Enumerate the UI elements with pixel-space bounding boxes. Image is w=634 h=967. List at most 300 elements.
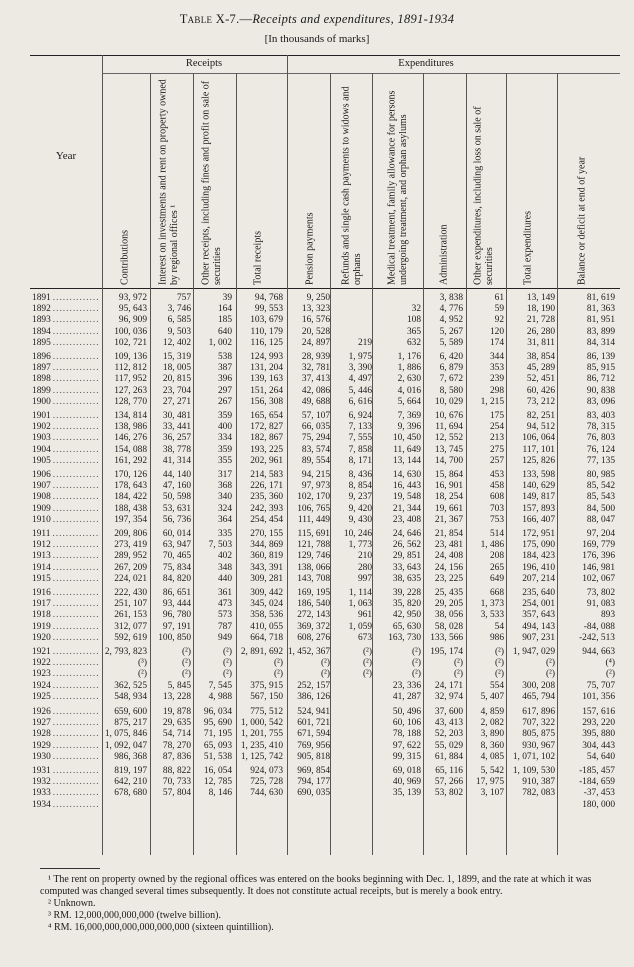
cell-other-receipts: 1, 002 [208,337,232,348]
cell-pension-payments: 1, 452, 367 [287,647,330,657]
cell-medical: 69, 018 [392,766,421,776]
cell-contributions: 986, 368 [114,751,147,762]
cell-total-expenditures: 1, 947, 029 [512,647,555,657]
cell-medical: (²) [411,658,421,669]
cell-administration: 21, 367 [434,514,463,525]
cell-other-expenditures: 17, 975 [475,777,504,788]
cell-total-receipts: 344, 869 [250,540,283,551]
cell-medical: 108 [406,315,421,326]
cell-other-receipts: 355 [217,455,232,466]
cell-administration: 58, 028 [434,621,463,632]
cell-total-receipts: 924, 073 [250,766,283,776]
cell-other-receipts: 787 [217,621,232,632]
year-group [30,529,620,585]
cell-administration: (²) [453,658,463,669]
cell-interest: 12, 402 [162,337,191,348]
cell-pension-payments: 102, 170 [297,492,330,503]
cell-contributions: 127, 263 [114,385,147,396]
cell-administration: 14, 700 [434,455,463,466]
table-row [30,692,620,703]
cell-administration: 8, 580 [439,385,463,396]
cell-refunds: 7, 858 [348,444,372,455]
cell-administration: 38, 056 [434,610,463,621]
year-cell: 1907 ..... [32,481,100,492]
cell-total-expenditures: 133, 598 [522,470,555,480]
cell-total-receipts: 110, 179 [250,326,283,337]
cell-administration: 3, 838 [439,293,463,303]
cell-medical: 38, 635 [392,573,421,584]
cell-total-expenditures: 907, 231 [522,632,555,643]
cell-balance: (²) [605,669,615,680]
receipts-group-header: Receipts [185,58,223,69]
cell-total-expenditures: 254, 001 [522,599,555,610]
cell-pension-payments: 601, 721 [297,718,330,729]
cell-other-receipts: 95, 690 [203,718,232,729]
cell-other-receipts: 7, 545 [208,680,232,691]
year-header: Year [55,150,77,162]
cell-balance: 85, 542 [586,481,615,492]
cell-other-expenditures: 120 [489,326,504,337]
table-row [30,492,620,503]
cell-other-receipts: 400 [217,422,232,433]
cell-contributions: 128, 770 [114,396,147,407]
year-cell: 1898 ..... [32,374,100,385]
cell-interest: 18, 005 [162,363,191,374]
cell-contributions: 592, 619 [114,632,147,643]
cell-balance: 146, 981 [582,562,615,573]
cell-interest: 50, 598 [162,492,191,503]
cell-total-expenditures: 930, 967 [522,740,555,751]
cell-administration: 13, 745 [434,444,463,455]
cell-total-receipts: 103, 679 [250,315,283,326]
table-row [30,422,620,433]
cell-contributions: 188, 438 [114,503,147,514]
table-row [30,718,620,729]
table-row [30,540,620,551]
cell-other-expenditures: 5, 407 [480,691,504,702]
table-row [30,411,620,422]
cell-administration: 16, 901 [434,481,463,492]
cell-other-receipts: 949 [217,632,232,643]
year-cell: 1929 ..... [32,741,100,752]
cell-total-expenditures: 196, 410 [522,562,555,573]
cell-contributions: (²) [137,669,147,680]
table-row [30,504,620,515]
table-row [30,729,620,740]
cell-total-expenditures: 357, 643 [522,610,555,621]
cell-total-receipts: 410, 055 [250,621,283,632]
cell-other-receipts: 4, 988 [208,691,232,702]
cell-pension-payments: 969, 854 [297,766,330,776]
cell-interest: 75, 834 [162,562,191,573]
cell-medical: 40, 969 [392,777,421,788]
year-cell: 1924 ..... [32,681,100,692]
table-row [30,633,620,644]
cell-pension-payments: 524, 941 [297,707,330,717]
cell-administration: 21, 854 [434,529,463,539]
cell-medical: 33, 643 [392,562,421,573]
cell-other-expenditures: 8, 360 [480,740,504,751]
cell-contributions: 362, 525 [114,680,147,691]
cell-total-expenditures: (²) [545,669,555,680]
cell-refunds: (²) [362,647,372,657]
cell-total-receipts: 270, 155 [250,529,283,539]
cell-other-expenditures: 4, 085 [480,751,504,762]
cell-administration: 55, 029 [434,740,463,751]
table-row [30,707,620,718]
table-label: Table X-7. [179,12,240,26]
cell-total-receipts: 2, 891, 692 [240,647,283,657]
year-cell: 1914 ..... [32,563,100,574]
cell-other-receipts: 8, 146 [208,788,232,799]
year-cell: 1930 ..... [32,752,100,763]
year-group [30,588,620,644]
year-group [30,352,620,408]
cell-total-receipts: 664, 718 [250,632,283,643]
cell-administration: 37, 600 [434,707,463,717]
cell-pension-payments: 115, 691 [297,529,330,539]
cell-other-expenditures: 5, 542 [480,766,504,776]
table-row [30,327,620,338]
cell-total-receipts: 124, 993 [250,352,283,362]
cell-total-receipts: 94, 768 [254,293,283,303]
cell-administration: 12, 552 [434,433,463,444]
cell-total-expenditures: 175, 090 [522,540,555,551]
cell-medical: 35, 139 [392,788,421,799]
cell-total-receipts: 151, 264 [250,385,283,396]
cell-total-receipts: 309, 281 [250,573,283,584]
cell-medical: 39, 228 [392,588,421,598]
cell-contributions: 2, 793, 823 [104,647,147,657]
cell-medical: 32 [411,304,421,315]
cell-administration: 7, 672 [439,374,463,385]
year-cell: 1920 ..... [32,633,100,644]
cell-total-receipts: 235, 360 [250,492,283,503]
cell-administration: 24, 156 [434,562,463,573]
cell-interest: 9, 503 [167,326,191,337]
cell-other-receipts: 359 [217,411,232,421]
cell-other-expenditures: 254 [489,422,504,433]
cell-refunds: 8, 854 [348,481,372,492]
cell-administration: (²) [453,669,463,680]
cell-contributions: 134, 814 [114,411,147,421]
year-cell: 1933 ..... [32,788,100,799]
table-row [30,551,620,562]
table-row [30,788,620,799]
cell-other-expenditures: 514 [489,529,504,539]
cell-medical: 35, 820 [392,599,421,610]
cell-other-receipts: 402 [217,551,232,562]
cell-other-receipts: 334 [217,433,232,444]
year-group [30,707,620,763]
cell-interest: 56, 736 [162,514,191,525]
cell-balance: 91, 083 [586,599,615,610]
footnote-2: ² Unknown. [48,898,96,909]
cell-total-expenditures: 31, 811 [527,337,555,348]
year-cell: 1899 ..... [32,386,100,397]
cell-interest: 63, 947 [162,540,191,551]
cell-contributions: 678, 680 [114,788,147,799]
group-rule [102,73,620,74]
cell-pension-payments: 94, 215 [301,470,330,480]
cell-administration: 53, 802 [434,788,463,799]
cell-administration: 4, 776 [439,304,463,315]
cell-pension-payments: 129, 746 [297,551,330,562]
cell-other-expenditures: 265 [489,562,504,573]
cell-administration: 5, 267 [439,326,463,337]
cell-medical: 99, 315 [392,751,421,762]
header-contributions: Contributions [119,229,131,285]
expenditures-group-header: Expenditures [398,58,454,69]
year-cell: 1917 ..... [32,599,100,610]
cell-refunds: 8, 171 [348,455,372,466]
cell-total-receipts: 193, 225 [250,444,283,455]
cell-interest: 84, 820 [162,573,191,584]
cell-medical: 7, 369 [397,411,421,421]
cell-contributions: 289, 952 [114,551,147,562]
cell-total-receipts: 131, 204 [250,363,283,374]
cell-other-receipts: 368 [217,481,232,492]
cell-refunds: (²) [362,658,372,669]
cell-other-expenditures: 208 [489,551,504,562]
cell-interest: 41, 314 [162,455,191,466]
cell-pension-payments: (²) [320,658,330,669]
year-cell: 1932 ..... [32,777,100,788]
cell-other-receipts: 7, 503 [208,540,232,551]
cell-total-receipts: 775, 512 [250,707,283,717]
cell-interest: 44, 140 [162,470,191,480]
year-cell: 1894 ..... [32,327,100,338]
cell-total-expenditures: 73, 212 [526,396,555,407]
cell-medical: 1, 176 [397,352,421,362]
cell-refunds: 6, 616 [348,396,372,407]
table-row [30,574,620,585]
cell-administration: 23, 481 [434,540,463,551]
cell-medical: 4, 016 [397,385,421,396]
cell-total-expenditures: 52, 451 [526,374,555,385]
cell-pension-payments: 111, 449 [297,514,330,525]
cell-balance: 81, 619 [586,293,615,303]
cell-interest: 86, 651 [162,588,191,598]
cell-refunds: 1, 773 [348,540,372,551]
year-group [30,411,620,467]
cell-refunds: 4, 497 [348,374,372,385]
table-row [30,610,620,621]
cell-pension-payments: 97, 973 [301,481,330,492]
cell-total-expenditures: 1, 071, 102 [512,751,555,762]
table-top-rule [30,55,620,56]
cell-balance: 81, 363 [586,304,615,315]
cell-balance: 101, 356 [582,691,615,702]
cell-balance: 54, 640 [586,751,615,762]
cell-administration: 15, 864 [434,470,463,480]
cell-medical: 97, 622 [392,740,421,751]
cell-refunds: 1, 975 [348,352,372,362]
year-cell: 1911 ..... [32,529,100,540]
cell-interest: 15, 319 [162,352,191,362]
cell-total-expenditures: 18, 190 [526,304,555,315]
cell-pension-payments: 186, 540 [297,599,330,610]
cell-total-expenditures: 149, 817 [522,492,555,503]
cell-other-expenditures: 213 [489,433,504,444]
cell-total-expenditures: 117, 101 [522,444,555,455]
cell-interest: 38, 778 [162,444,191,455]
cell-refunds: 10, 246 [343,529,372,539]
cell-administration: 10, 029 [434,396,463,407]
table-row [30,470,620,481]
cell-medical: 632 [406,337,421,348]
cell-total-expenditures: 125, 826 [522,455,555,466]
cell-contributions: (³) [137,658,147,669]
year-cell: 1903 ..... [32,433,100,444]
year-cell: 1902 ..... [32,422,100,433]
cell-interest: 13, 228 [162,691,191,702]
year-cell: 1922 ..... [32,658,100,669]
cell-refunds: 7, 555 [348,433,372,444]
table-row [30,658,620,669]
table-subtitle: [In thousands of marks] [264,33,370,45]
cell-administration: 52, 203 [434,729,463,740]
cell-refunds: (²) [362,669,372,680]
cell-contributions: 548, 934 [114,691,147,702]
cell-balance: 86, 712 [586,374,615,385]
cell-balance: 86, 139 [586,352,615,362]
table-row [30,622,620,633]
cell-total-receipts: 214, 583 [250,470,283,480]
cell-administration: 6, 420 [439,352,463,362]
cell-refunds: 1, 059 [348,621,372,632]
cell-balance: 85, 915 [586,363,615,374]
cell-balance: 84, 500 [586,503,615,514]
cell-other-receipts: 335 [217,529,232,539]
cell-balance: 180, 000 [582,799,615,810]
cell-balance: 84, 314 [586,337,615,348]
cell-pension-payments: 252, 157 [297,680,330,691]
cell-medical: 41, 287 [392,691,421,702]
cell-pension-payments: 20, 528 [301,326,330,337]
cell-other-expenditures: 649 [489,573,504,584]
cell-refunds: 5, 446 [348,385,372,396]
table-row [30,397,620,408]
cell-other-expenditures: (²) [494,658,504,669]
cell-other-expenditures: 668 [489,588,504,598]
cell-other-receipts: 440 [217,573,232,584]
cell-contributions: 222, 430 [114,588,147,598]
header-bottom-rule [30,288,620,289]
cell-balance: 102, 067 [582,573,615,584]
cell-other-expenditures: 1, 215 [480,396,504,407]
year-cell: 1909 ..... [32,504,100,515]
table-row [30,363,620,374]
cell-other-receipts: 71, 195 [203,729,232,740]
cell-total-expenditures: 157, 893 [522,503,555,514]
cell-interest: 19, 878 [162,707,191,717]
cell-total-expenditures: 910, 387 [522,777,555,788]
cell-medical: 5, 664 [397,396,421,407]
cell-total-receipts: 172, 827 [250,422,283,433]
cell-pension-payments: 9, 250 [306,293,330,303]
header-other-receipts: Other receipts, including fines and profit on sale of securities [200,80,223,285]
cell-other-receipts: 396 [217,374,232,385]
cell-other-expenditures: 174 [489,337,504,348]
cell-contributions: 154, 088 [114,444,147,455]
cell-interest: 6, 585 [167,315,191,326]
cell-medical: 78, 188 [392,729,421,740]
cell-total-expenditures: (²) [545,658,555,669]
cell-medical: 365 [406,326,421,337]
cell-interest: 93, 444 [162,599,191,610]
cell-pension-payments: 57, 107 [301,411,330,421]
cell-balance: 78, 315 [586,422,615,433]
year-cell: 1905 ..... [32,456,100,467]
cell-pension-payments: 66, 035 [301,422,330,433]
cell-total-receipts: 165, 654 [250,411,283,421]
cell-total-receipts: 226, 171 [250,481,283,492]
cell-other-receipts: 51, 538 [203,751,232,762]
year-cell: 1912 ..... [32,540,100,551]
footnote-rule [40,868,100,869]
cell-total-receipts: 1, 201, 755 [240,729,283,740]
cell-interest: 20, 815 [162,374,191,385]
cell-contributions: 96, 909 [118,315,147,326]
cell-total-expenditures: 300, 208 [522,680,555,691]
cell-pension-payments: 272, 143 [297,610,330,621]
cell-other-expenditures: (²) [494,669,504,680]
year-cell: 1918 ..... [32,610,100,621]
cell-other-receipts: (²) [222,669,232,680]
cell-total-receipts: 360, 819 [250,551,283,562]
table-row [30,752,620,763]
cell-refunds: 6, 924 [348,411,372,421]
cell-administration: 6, 879 [439,363,463,374]
cell-other-receipts: 359 [217,444,232,455]
cell-total-expenditures: 45, 289 [526,363,555,374]
cell-total-expenditures: 805, 875 [522,729,555,740]
cell-medical: (²) [411,647,421,657]
cell-pension-payments: 24, 897 [301,337,330,348]
table-row [30,599,620,610]
cell-pension-payments: 121, 788 [297,540,330,551]
cell-contributions: 138, 986 [114,422,147,433]
cell-contributions: 184, 422 [114,492,147,503]
cell-total-receipts: 1, 000, 542 [240,718,283,729]
cell-other-receipts: 473 [217,599,232,610]
cell-other-expenditures: 257 [489,455,504,466]
table-title-text: Receipts and expenditures, 1891-1934 [252,12,455,26]
table-row [30,315,620,326]
cell-interest: 30, 481 [162,411,191,421]
cell-medical: 163, 730 [388,632,421,643]
cell-administration: 32, 974 [434,691,463,702]
year-cell: 1893 ..... [32,315,100,326]
cell-administration: 195, 174 [430,647,463,657]
cell-medical: 2, 630 [397,374,421,385]
cell-total-receipts: 254, 454 [250,514,283,525]
table-row [30,588,620,599]
cell-medical: 60, 106 [392,718,421,729]
cell-other-receipts: 387 [217,363,232,374]
cell-contributions: 224, 021 [114,573,147,584]
cell-other-receipts: 364 [217,514,232,525]
cell-total-receipts: 309, 442 [250,588,283,598]
year-cell: 1921 ..... [32,647,100,658]
year-cell: 1916 ..... [32,588,100,599]
cell-medical: 23, 336 [392,680,421,691]
cell-other-receipts: 96, 034 [203,707,232,717]
cell-other-receipts: 324 [217,503,232,514]
cell-medical: 23, 408 [392,514,421,525]
cell-balance: 893 [600,610,615,621]
